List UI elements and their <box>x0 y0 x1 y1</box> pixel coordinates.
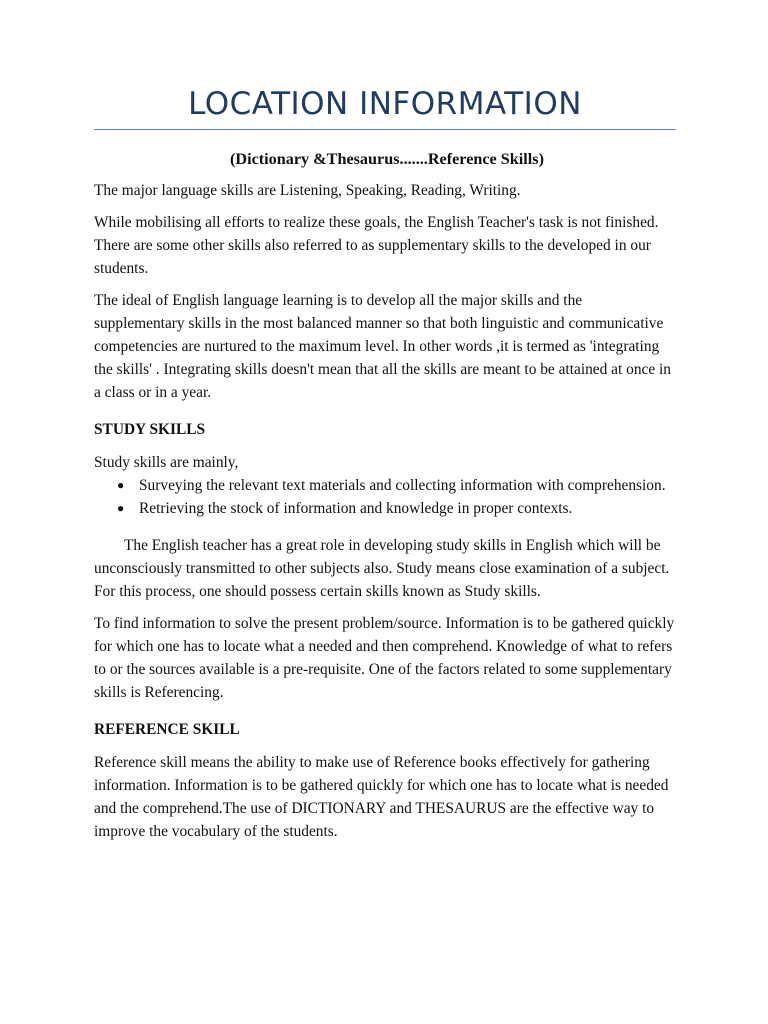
paragraph-teacher-task: While mobilising all efforts to realize these goals, the English Teacher's task is not finished. There are some other skills also referred to as supplementary skills to the developed in our students. <box>94 214 659 277</box>
list-item-text: Surveying the relevant text materials and collecting information with comprehension. <box>139 477 666 494</box>
subtitle: (Dictionary &Thesaurus.......Reference Skills) <box>230 150 544 168</box>
bullet-icon: ● <box>117 478 125 492</box>
document-body <box>94 148 676 852</box>
heading-study-skills: STUDY SKILLS <box>94 421 206 438</box>
page-title: LOCATION INFORMATION <box>188 86 582 122</box>
paragraph-teacher-role: The English teacher has a great role in developing study skills in English which will be unconsciously transmitted to other subjects also. Study means close examination of a subject. For this process, one should possess certain skills known as Study skills. <box>94 537 670 600</box>
list-item <box>117 474 676 497</box>
study-skills-intro: Study skills are mainly, <box>94 454 239 471</box>
paragraph-find-information: To find information to solve the present problem/source. Information is to be gathered quickly for which one has to locate what a needed and then comprehend. Knowledge of what to refers to or the sources available is a pre-requisite. One of the factors related to some supplementary skills is Referencing. <box>94 615 675 701</box>
title-underline <box>94 129 676 130</box>
list-item <box>117 497 676 520</box>
bullet-icon: ● <box>117 501 125 515</box>
list-item-text: Retrieving the stock of information and knowledge in proper contexts. <box>139 500 573 517</box>
study-skills-list <box>94 474 676 520</box>
paragraph-integrating-skills: The ideal of English language learning is to develop all the major skills and the supplementary skills in the most balanced manner so that both linguistic and communicative competencies are nurtured to the maximum level. In other words ,it is termed as 'integrating the skills' . Integrating skills doesn't mean that all the skills are meant to be attained at once in a class or in a year. <box>94 292 671 401</box>
heading-reference-skill: REFERENCE SKILL <box>94 721 240 738</box>
paragraph-major-skills: The major language skills are Listening, Speaking, Reading, Writing. <box>94 182 521 199</box>
paragraph-reference-skill: Reference skill means the ability to make use of Reference books effectively for gathering information. Information is to be gathered quickly for which one has to locate what is needed and the comprehend.The use of DICTIONARY and THESAURUS are the effective way to improve the vocabulary of the students. <box>94 754 669 840</box>
